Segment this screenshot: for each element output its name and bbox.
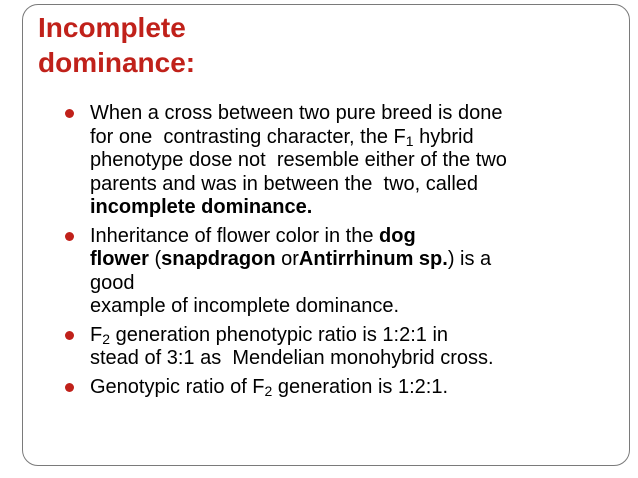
bullet-line: [90, 173, 622, 197]
bullet-line: [90, 102, 622, 126]
bullet-list: [62, 102, 622, 404]
bold-text: incomplete dominance.: [90, 196, 313, 218]
text-run: F: [90, 323, 103, 346]
bullet-item: [62, 376, 622, 400]
bullet-item: [62, 225, 622, 319]
bullet-item: [62, 102, 622, 220]
bullet-line: [90, 347, 622, 371]
subscript: 1: [405, 132, 414, 149]
text-run: good: [90, 271, 135, 294]
bold-text: Antirrhinum sp.: [298, 248, 448, 270]
bullet-line: [90, 196, 622, 220]
text-run: phenotype dose not resemble either of the two: [90, 149, 507, 171]
text-run: generation is 1:2:1.: [272, 375, 449, 398]
title-line-1: Incomplete: [38, 12, 186, 43]
bullet-marker: [65, 331, 74, 340]
text-run: or: [275, 248, 299, 270]
text-run: Genotypic ratio of F: [90, 375, 265, 398]
text-run: generation phenotypic ratio is 1:2:1 in: [110, 323, 449, 346]
bullet-line: [90, 324, 622, 348]
bullet-line: [90, 295, 622, 319]
slide-title: [38, 10, 195, 80]
bullet-marker: [65, 109, 74, 118]
text-run: for one contrasting character, the F: [90, 125, 406, 148]
text-run: Inheritance of flower color in the: [90, 224, 380, 247]
bullet-line: [90, 126, 622, 150]
bold-text: snapdragon: [161, 248, 276, 270]
title-line-2: dominance:: [38, 47, 196, 78]
bullet-item: [62, 324, 622, 371]
text-run: hybrid: [413, 125, 474, 148]
bullet-line: [90, 376, 622, 400]
bullet-marker: [65, 383, 74, 392]
bullet-line: [90, 225, 622, 249]
subscript: 2: [102, 330, 111, 347]
bullet-marker: [65, 232, 74, 241]
bold-text: dog: [379, 224, 416, 247]
bold-text: flower: [90, 248, 149, 270]
text-run: stead of 3:1 as Mendelian monohybrid cross.: [90, 347, 494, 369]
text-run: When a cross between two pure breed is done: [90, 102, 503, 124]
text-run: (: [148, 248, 162, 270]
bullet-line: [90, 248, 622, 272]
text-run: ) is a: [447, 248, 492, 270]
bullet-line: [90, 272, 622, 296]
text-run: parents and was in between the two, called: [90, 172, 479, 195]
text-run: example of incomplete dominance.: [90, 295, 400, 317]
bullet-line: [90, 149, 622, 173]
subscript: 2: [264, 382, 273, 399]
